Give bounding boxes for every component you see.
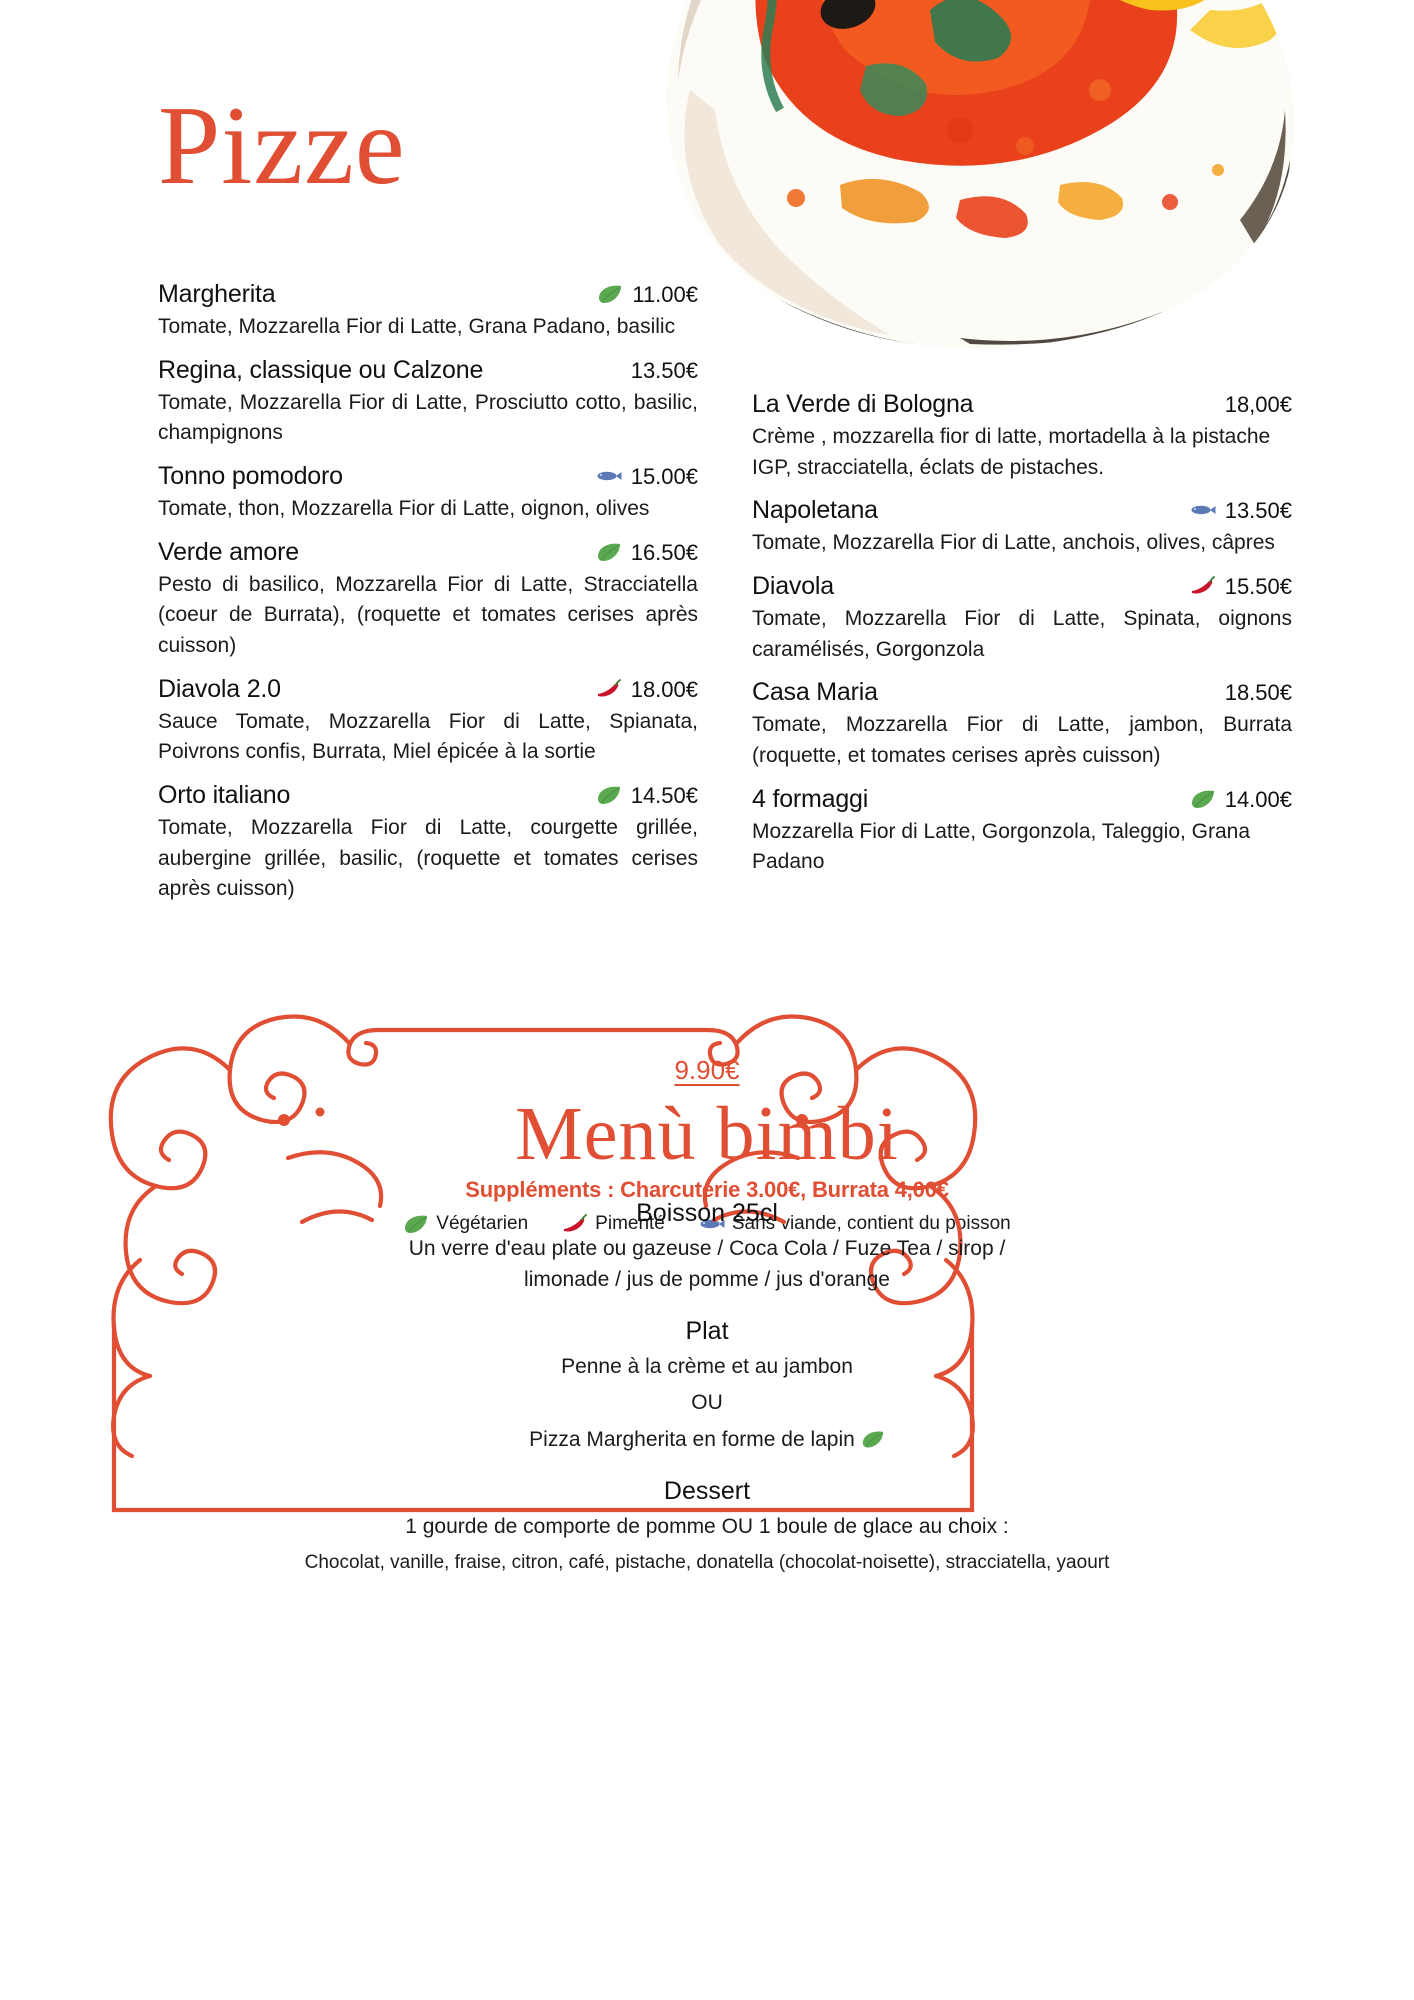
menu-item (752, 496, 1292, 559)
kids-plat-option-2: Pizza Margherita en forme de lapin (529, 1427, 855, 1451)
menu-item-price: 14.00€ (1224, 786, 1292, 812)
fish-icon (1190, 500, 1216, 520)
fish-icon (596, 466, 622, 486)
menu-item-name: Diavola 2.0 (158, 674, 281, 703)
menu-item (158, 675, 698, 768)
kids-plat-option-2-row (0, 1425, 1414, 1455)
kids-dessert-text: 1 gourde de comporte de pomme OU 1 boule de glace au choix : (405, 1515, 1009, 1539)
kids-menu-price: 9.90€ (674, 1055, 740, 1085)
menu-item (752, 678, 1292, 771)
chili-icon (596, 679, 622, 699)
menu-item-description: Mozzarella Fior di Latte, Gorgonzola, Taleggio, Grana Padano (752, 819, 1251, 874)
menu-item-name: Verde amore (158, 537, 299, 566)
menu-item-header (158, 675, 698, 704)
pizza-list-right (752, 390, 1292, 891)
menu-item (752, 572, 1292, 665)
menu-item-description: Tomate, Mozzarella Fior di Latte, Prosciutto cotto, basilic, champignons (158, 390, 698, 445)
menu-item-price: 18.00€ (630, 676, 698, 702)
menu-item-description: Tomate, Mozzarella Fior di Latte, Spinata, oignons caramélisés, Gorgonzola (752, 606, 1292, 661)
menu-item-header (158, 356, 698, 385)
menu-item-price: 15.50€ (1224, 573, 1292, 599)
kids-drink-title: Boisson 25cl (636, 1199, 778, 1228)
supplements-line: Suppléments : Charcuterie 3.00€, Burrata 4,00€ (465, 1177, 949, 1202)
menu-item-name: Orto italiano (158, 780, 291, 809)
menu-item-name: Tonno pomodoro (158, 461, 343, 490)
menu-item (158, 280, 698, 343)
kids-plat-option-1: Penne à la crème et au jambon (561, 1354, 853, 1378)
menu-item (158, 538, 698, 662)
legend-label: Pimenté (595, 1213, 665, 1234)
menu-item-header (158, 781, 698, 810)
menu-item-header (158, 462, 698, 491)
legend-label: Sans viande, contient du poisson (731, 1213, 1011, 1234)
menu-item-name: Diavola (752, 571, 834, 600)
menu-item (752, 390, 1292, 483)
menu-item-price: 18,00€ (1224, 392, 1292, 417)
menu-item (158, 462, 698, 525)
menu-item-description: Sauce Tomate, Mozzarella Fior di Latte, Spianata, Poivrons confis, Burrata, Miel épicée à la sortie (158, 709, 698, 764)
pizza-hero-illustration (630, 0, 1370, 390)
menu-item (158, 781, 698, 905)
kids-plat-title: Plat (685, 1316, 729, 1345)
page-title: Pizze (158, 84, 406, 208)
menu-item-header (752, 572, 1292, 601)
menu-item-price: 13.50€ (1224, 498, 1292, 524)
leaf-icon (596, 542, 622, 562)
menu-item-header (752, 496, 1292, 525)
leaf-icon (597, 284, 623, 304)
menu-item-description: Pesto di basilico, Mozzarella Fior di Latte, Stracciatella (coeur de Burrata), (roquette et tomates cerises après cuisson) (158, 572, 698, 657)
menu-item-name: Regina, classique ou Calzone (158, 355, 484, 384)
menu-item-description: Tomate, Mozzarella Fior di Latte, jambon, Burrata (roquette, et tomates cerises après cuisson) (752, 713, 1292, 767)
menu-item-description: Tomate, Mozzarella Fior di Latte, courgette grillée, aubergine grillée, basilic, (roquette et tomates cerises après cuisson) (158, 815, 698, 901)
kids-menu-content (0, 1055, 1414, 1576)
leaf-icon (1190, 789, 1216, 809)
menu-item-header (158, 538, 698, 567)
leaf-icon (596, 785, 622, 805)
menu-item-price: 14.50€ (630, 782, 698, 808)
menu-item-price: 13.50€ (630, 357, 698, 383)
menu-item-header (158, 280, 698, 309)
kids-menu-title: Menù bimbi (515, 1092, 899, 1176)
menu-item-header (752, 678, 1292, 707)
kids-dessert-flavours: Chocolat, vanille, fraise, citron, café, pistache, donatella (chocolat-noisette), stracciatella, yaourt (304, 1551, 1110, 1573)
menu-item-header (752, 785, 1292, 814)
menu-item-description: Crème , mozzarella fior di latte, mortadella à la pistache IGP, stracciatella, éclats de pistaches. (752, 425, 1271, 479)
menu-item-header (752, 390, 1292, 419)
menu-item-description: Tomate, thon, Mozzarella Fior di Latte, oignon, olives (158, 496, 650, 520)
leaf-icon (861, 1428, 885, 1446)
kids-plat-or: OU (691, 1391, 723, 1415)
menu-item (752, 785, 1292, 878)
menu-item-name: 4 formaggi (752, 784, 869, 813)
legend-label: Végétarien (436, 1213, 529, 1234)
menu-item (158, 356, 698, 449)
menu-item-price: 15.00€ (630, 463, 698, 489)
menu-item-price: 18.50€ (1224, 680, 1292, 706)
kids-drink-text: Un verre d'eau plate ou gazeuse / Coca Cola / Fuze Tea / sirop / limonade / jus de pomme / jus d'orange (408, 1237, 1006, 1291)
kids-dessert-title: Dessert (663, 1477, 751, 1506)
menu-item-price: 11.00€ (632, 282, 698, 307)
menu-item-description: Tomate, Mozzarella Fior di Latte, Grana Padano, basilic (158, 315, 676, 338)
menu-item-price: 16.50€ (630, 539, 698, 565)
menu-item-name: Napoletana (752, 496, 878, 525)
menu-item-name: La Verde di Bologna (752, 390, 974, 418)
menu-item-name: Casa Maria (752, 678, 878, 707)
chili-icon (1190, 576, 1216, 596)
menu-item-name: Margherita (158, 280, 276, 308)
menu-item-description: Tomate, Mozzarella Fior di Latte, anchois, olives, câpres (752, 531, 1275, 555)
pizza-list-left (158, 280, 698, 918)
